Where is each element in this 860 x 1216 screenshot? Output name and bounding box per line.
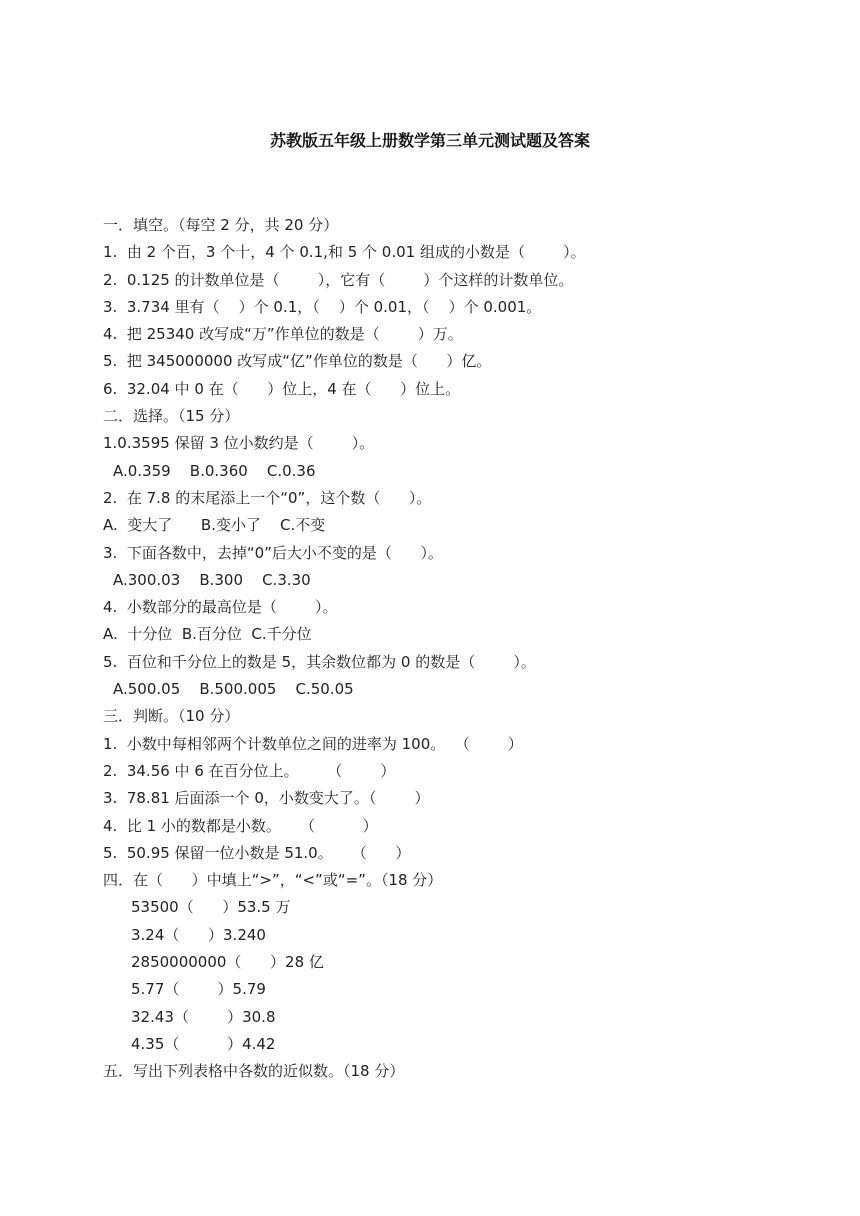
question-line: 3. 3.734 里有（ ）个 0.1，（ ）个 0.01，（ ）个 0.001。 [103,297,542,316]
section-heading-compare: 四．在（ ）中填上“>”，“<”或“=”。（18 分） [103,871,443,890]
question-line: 2. 0.125 的计数单位是（ ），它有（ ）个这样的计数单位。 [103,270,574,289]
question-line: 6. 32.04 中 0 在（ ）位上，4 在（ ）位上。 [103,379,461,398]
options-line: A.0.359 B.0.360 C.0.36 [113,461,316,480]
compare-line: 5.77（ ）5.79 [131,980,266,999]
question-line: 4. 比 1 小的数都是小数。 （ ） [103,816,378,835]
options-line: A. 变大了 B.变小了 C.不变 [103,516,326,535]
compare-line: 2850000000（ ）28 亿 [131,953,324,972]
options-line: A. 十分位 B.百分位 C.千分位 [103,625,312,644]
section-heading-approximate: 五．写出下列表格中各数的近似数。（18 分） [103,1062,405,1081]
question-line: 5. 把 345000000 改写成“亿”作单位的数是（ ）亿。 [103,352,492,371]
question-line: 3. 78.81 后面添一个 0，小数变大了。（ ） [103,789,430,808]
options-line: A.500.05 B.500.005 C.50.05 [113,680,354,699]
question-line: 1. 小数中每相邻两个计数单位之间的进率为 100。 （ ） [103,734,523,753]
section-heading-choice: 二．选择。（15 分） [103,407,240,426]
compare-line: 32.43（ ）30.8 [131,1007,276,1026]
section-heading-fill-blank: 一．填空。（每空 2 分，共 20 分） [103,216,339,234]
question-line: 4. 把 25340 改写成“万”作单位的数是（ ）万。 [103,325,463,344]
compare-line: 4.35（ ）4.42 [131,1034,276,1053]
options-line: A.300.03 B.300 C.3.30 [113,570,311,589]
question-line: 4. 小数部分的最高位是（ ）。 [103,598,338,617]
question-line: 3. 下面各数中，去掉“0”后大小不变的是（ ）。 [103,543,444,562]
question-line: 2. 在 7.8 的末尾添上一个“0”，这个数（ ）。 [103,488,432,507]
section-heading-judge: 三．判断。（10 分） [103,707,240,726]
question-line: 1. 由 2 个百，3 个十，4 个 0.1,和 5 个 0.01 组成的小数是（ ）。 [103,243,586,262]
question-line: 5. 百位和千分位上的数是 5，其余数位都为 0 的数是（ ）。 [103,652,536,671]
document-title: 苏教版五年级上册数学第三单元测试题及答案 [269,131,590,150]
document-body [103,212,823,1086]
question-line: 5. 50.95 保留一位小数是 51.0。 （ ） [103,843,411,862]
compare-line: 3.24（ ）3.240 [131,925,266,944]
question-line: 1.0.3595 保留 3 位小数约是（ ）。 [103,434,375,453]
question-line: 2. 34.56 中 6 在百分位上。 （ ） [103,761,396,780]
compare-line: 53500（ ）53.5 万 [131,898,291,917]
